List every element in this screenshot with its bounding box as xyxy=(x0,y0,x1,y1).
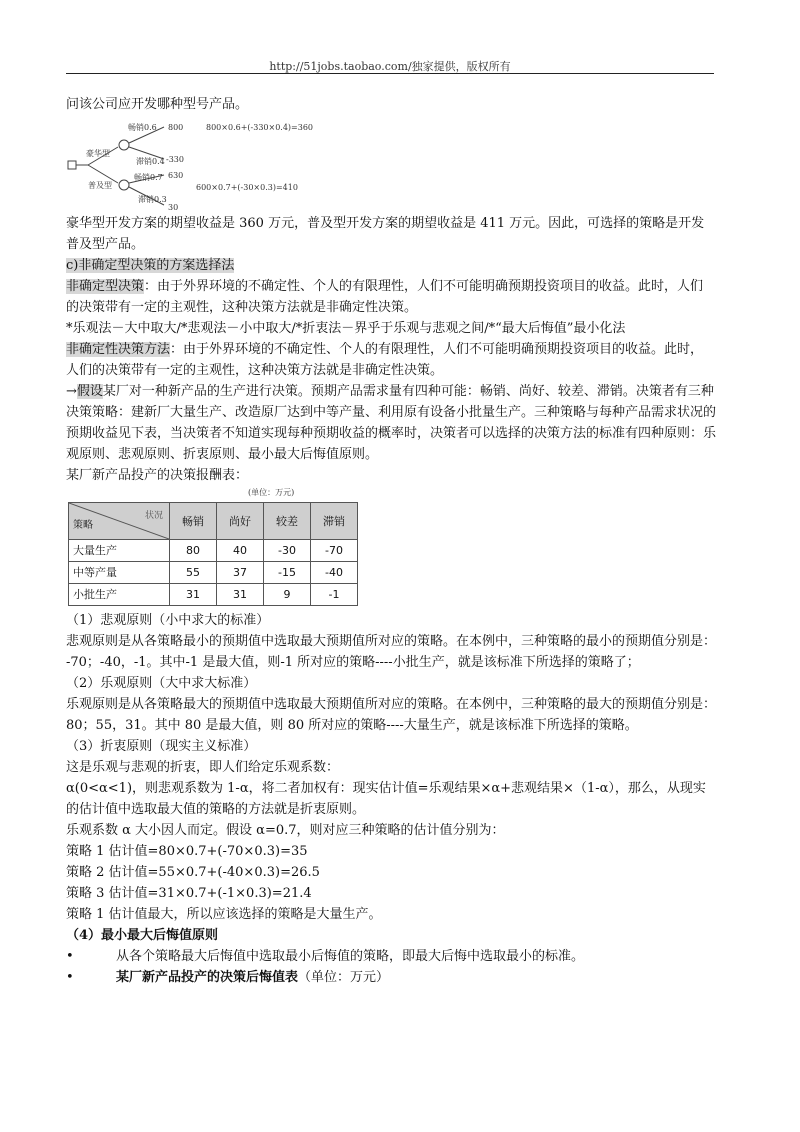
bullet-item xyxy=(66,946,716,967)
bullet-unit-text: （单位：万元） xyxy=(298,970,390,985)
paragraph-text: ：由于外界环境的不确定性、个人的有限理性，人们不可能明确预期投资项目的收益。此时，人们的决策带有一定的主观性，这种决策方法就是非确定性决策。 xyxy=(66,279,704,315)
methods-list: *乐观法－大中取大/*悲观法－小中取大/*折衷法－界乎于乐观与悲观之间/*“最大后悔值”最小化法 xyxy=(66,321,626,336)
bullet-bold-text: 某厂新产品投产的决策后悔值表 xyxy=(116,970,299,985)
highlighted-term: 非确定型决策 xyxy=(66,279,145,294)
subheading: （1）悲观原则（小中求大的标准） xyxy=(66,613,270,628)
bullet-icon: • xyxy=(66,970,74,985)
header-divider xyxy=(66,73,714,74)
paragraph: 乐观原则是从各策略最大的预期值中选取最大预期值所对应的策略。在本例中，三种策略的最大的预期值分别是： xyxy=(66,697,717,712)
table-corner-cell xyxy=(69,503,170,540)
page-header: http://51jobs.taobao.com/独家提供，版权所有 xyxy=(269,60,511,73)
branch-luxury-label: 豪华型 xyxy=(86,149,110,158)
highlighted-term: 假设 xyxy=(76,384,103,399)
corner-bottom-label: 策略 xyxy=(73,520,93,531)
outcome-value: 630 xyxy=(168,171,184,180)
paragraph xyxy=(66,339,716,381)
outcome-value: 800 xyxy=(168,123,184,132)
table-cell: 40 xyxy=(217,540,264,562)
unit-note: (单位：万元) xyxy=(248,488,295,497)
equation-line: 策略 1 估计值=80×0.7+(-70×0.3)=35 xyxy=(66,844,308,859)
table-cell: -30 xyxy=(264,540,311,562)
paragraph: 悲观原则是从各策略最小的预期值中选取最大预期值所对应的策略。在本例中，三种策略的最小的预期值分别是： xyxy=(66,634,717,649)
column-header: 尚好 xyxy=(217,503,264,540)
arrow-icon: → xyxy=(66,384,77,399)
paragraph: 豪华型开发方案的期望收益是 360 万元，普及型开发方案的期望收益是 411 万元。因此，可选择的策略是开发普及型产品。 xyxy=(66,216,705,252)
branch-standard-label: 普及型 xyxy=(88,181,112,190)
row-header: 大量生产 xyxy=(69,540,170,562)
table-row xyxy=(69,584,358,606)
outcome-value: 30 xyxy=(168,203,179,212)
bullet-item xyxy=(66,967,716,988)
outcome-value: -330 xyxy=(166,155,184,164)
table-row xyxy=(69,540,358,562)
table-cell: 80 xyxy=(170,540,217,562)
equation-line: 策略 3 估计值=31×0.7+(-1×0.3)=21.4 xyxy=(66,886,312,901)
row-header: 中等产量 xyxy=(69,562,170,584)
paragraph: α(0<α<1)，则悲观系数为 1-α，将二者加权有：现实估计值=乐观结果×α+悲观结果×（1-α），那么，从现实的估计值中选取最大值的策略的方法就是折衷原则。 xyxy=(66,781,706,817)
table-cell: -1 xyxy=(311,584,358,606)
table-caption: 某厂新产品投产的决策报酬表： xyxy=(66,468,249,483)
sub-branch-label: 畅销0.7 xyxy=(134,173,163,182)
sub-branch-label: 滞销0.3 xyxy=(138,195,167,204)
highlighted-heading: c)非确定型决策的方案选择法 xyxy=(66,258,235,273)
subheading-bold: （4）最小最大后悔值原则 xyxy=(66,928,219,943)
document-body xyxy=(66,94,716,988)
table-cell: -70 xyxy=(311,540,358,562)
equation-line: 策略 2 估计值=55×0.7+(-40×0.3)=26.5 xyxy=(66,865,320,880)
table-cell: 31 xyxy=(217,584,264,606)
paragraph: 80；55，31。其中 80 是最大值，则 80 所对应的策略----大量生产，就是该标准下所选择的策略。 xyxy=(66,718,638,733)
table-cell: -15 xyxy=(264,562,311,584)
table-cell: 55 xyxy=(170,562,217,584)
table-cell: 9 xyxy=(264,584,311,606)
paragraph xyxy=(66,381,716,465)
sub-branch-label: 滞销0.4 xyxy=(136,157,165,166)
expected-value-calc: 800×0.6+(-330×0.4)=360 xyxy=(206,123,314,132)
corner-top-label: 状况 xyxy=(144,511,163,521)
expected-value-calc: 600×0.7+(-30×0.3)=410 xyxy=(196,183,298,192)
paragraph: 乐观系数 α 大小因人而定。假设 α=0.7，则对应三种策略的估计值分别为： xyxy=(66,823,505,838)
column-header: 较差 xyxy=(264,503,311,540)
bullet-text: 从各个策略最大后悔值中选取最小后悔值的策略，即最大后悔中选取最小的标准。 xyxy=(116,949,585,964)
subheading: （2）乐观原则（大中求大标准） xyxy=(66,676,257,691)
bullet-icon: • xyxy=(66,949,74,964)
decision-tree xyxy=(66,115,466,213)
table-row xyxy=(69,562,358,584)
column-header: 滞销 xyxy=(311,503,358,540)
table-header-row xyxy=(69,503,358,540)
table-cell: -40 xyxy=(311,562,358,584)
paragraph-text: 某厂对一种新产品的生产进行决策。预期产品需求量有四种可能：畅销、尚好、较差、滞销。决策者有三种决策策略：建新厂大量生产、改造原厂达到中等产量、利用原有设备小批量生产。三种策略与每种产品需求状况的预期收益见下表，当决策者不知道实现每种预期收益的概率时，决策者可以选择的决策方法的标准有四种原则：乐观原则、悲观原则、折衷原则、最小最大后悔值原则。 xyxy=(66,384,717,462)
section-heading xyxy=(66,255,716,276)
paragraph xyxy=(66,276,716,318)
paragraph: 策略 1 估计值最大，所以应该选择的策略是大量生产。 xyxy=(66,907,382,922)
bullet-text xyxy=(116,967,389,988)
paragraph-text: ：由于外界环境的不确定性、个人的有限理性，人们不可能明确预期投资项目的收益。此时，人们的决策带有一定的主观性，这种决策方法就是非确定性决策。 xyxy=(66,342,704,378)
sub-branch-label: 畅销0.6 xyxy=(128,123,157,132)
intro-line: 问该公司应开发哪种型号产品。 xyxy=(66,97,249,112)
subheading: （3）折衷原则（现实主义标准） xyxy=(66,739,257,754)
column-header: 畅销 xyxy=(170,503,217,540)
row-header: 小批生产 xyxy=(69,584,170,606)
table-cell: 37 xyxy=(217,562,264,584)
table-cell: 31 xyxy=(170,584,217,606)
highlighted-term: 非确定性决策方法 xyxy=(66,342,171,357)
paragraph: 这是乐观与悲观的折衷，即人们给定乐观系数： xyxy=(66,760,340,775)
payoff-table xyxy=(68,502,358,606)
paragraph: -70；-40，-1。其中-1 是最大值，则-1 所对应的策略----小批生产，就是该标准下所选择的策略了； xyxy=(66,655,640,670)
